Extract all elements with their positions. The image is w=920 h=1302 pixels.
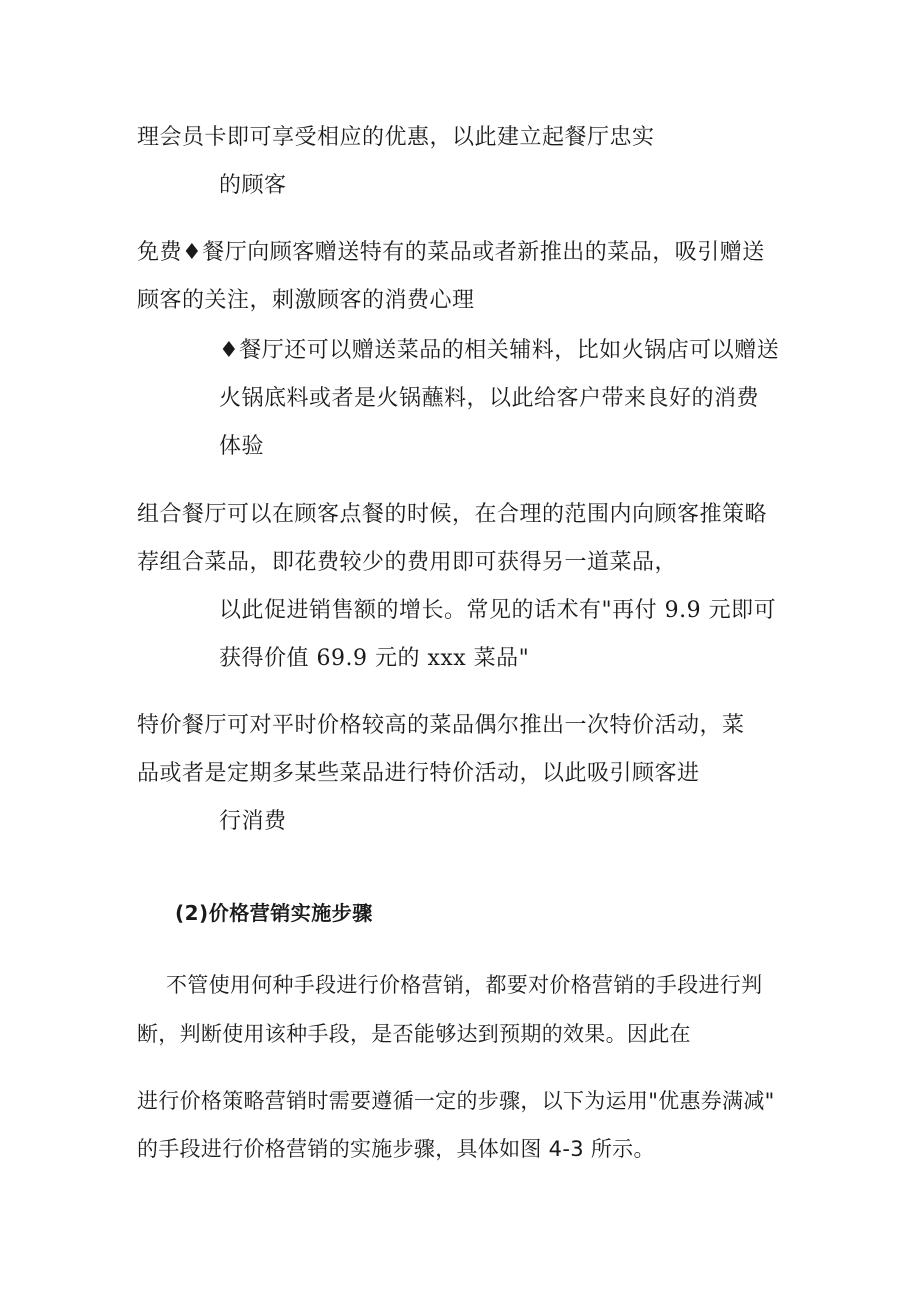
body-paragraph-line-3: 进行价格策略营销时需要遵循一定的步骤，以下为运用"优惠券满减" bbox=[137, 1089, 775, 1113]
special-price-text-line-1: 特价餐厅可对平时价格较高的菜品偶尔推出一次特价活动，菜 bbox=[137, 713, 745, 738]
free-text-line-4: 火锅底料或者是火锅蘸料，以此给客户带来良好的消费 bbox=[219, 386, 760, 411]
membership-text-line-1: 理会员卡即可享受相应的优惠，以此建立起餐厅忠实 bbox=[137, 125, 655, 150]
free-text-line-1: 免费♦餐厅向顾客赠送特有的菜品或者新推出的菜品，吸引赠送 bbox=[137, 240, 765, 265]
free-text-line-3: ♦餐厅还可以赠送菜品的相关辅料，比如火锅店可以赠送 bbox=[219, 338, 780, 363]
section-heading: (2)价格营销实施步骤 bbox=[175, 901, 373, 925]
membership-text-line-2: 的顾客 bbox=[219, 173, 287, 198]
body-paragraph-line-4: 的手段进行价格营销的实施步骤，具体如图 4-3 所示。 bbox=[137, 1137, 655, 1161]
special-price-text-line-2: 品或者是定期多某些菜品进行特价活动，以此吸引顾客进 bbox=[137, 761, 700, 786]
free-text-line-2: 顾客的关注，刺激顾客的消费心理 bbox=[137, 288, 475, 313]
combo-text-line-3: 以此促进销售额的增长。常见的话术有"再付 9.9 元即可 bbox=[219, 598, 777, 623]
combo-text-line-4: 获得价值 69.9 元的 xxx 菜品" bbox=[219, 646, 530, 671]
combo-text-line-2: 荐组合菜品，即花费较少的费用即可获得另一道菜品， bbox=[137, 550, 678, 575]
special-price-text-line-3: 行消费 bbox=[219, 809, 287, 834]
body-paragraph-line-1: 不管使用何种手段进行价格营销，都要对价格营销的手段进行判 bbox=[166, 973, 763, 997]
free-text-line-5: 体验 bbox=[219, 434, 265, 459]
combo-text-line-1: 组合餐厅可以在顾客点餐的时候，在合理的范围内向顾客推策略 bbox=[137, 502, 768, 527]
body-paragraph-line-2: 断，判断使用该种手段，是否能够达到预期的效果。因此在 bbox=[137, 1022, 691, 1046]
